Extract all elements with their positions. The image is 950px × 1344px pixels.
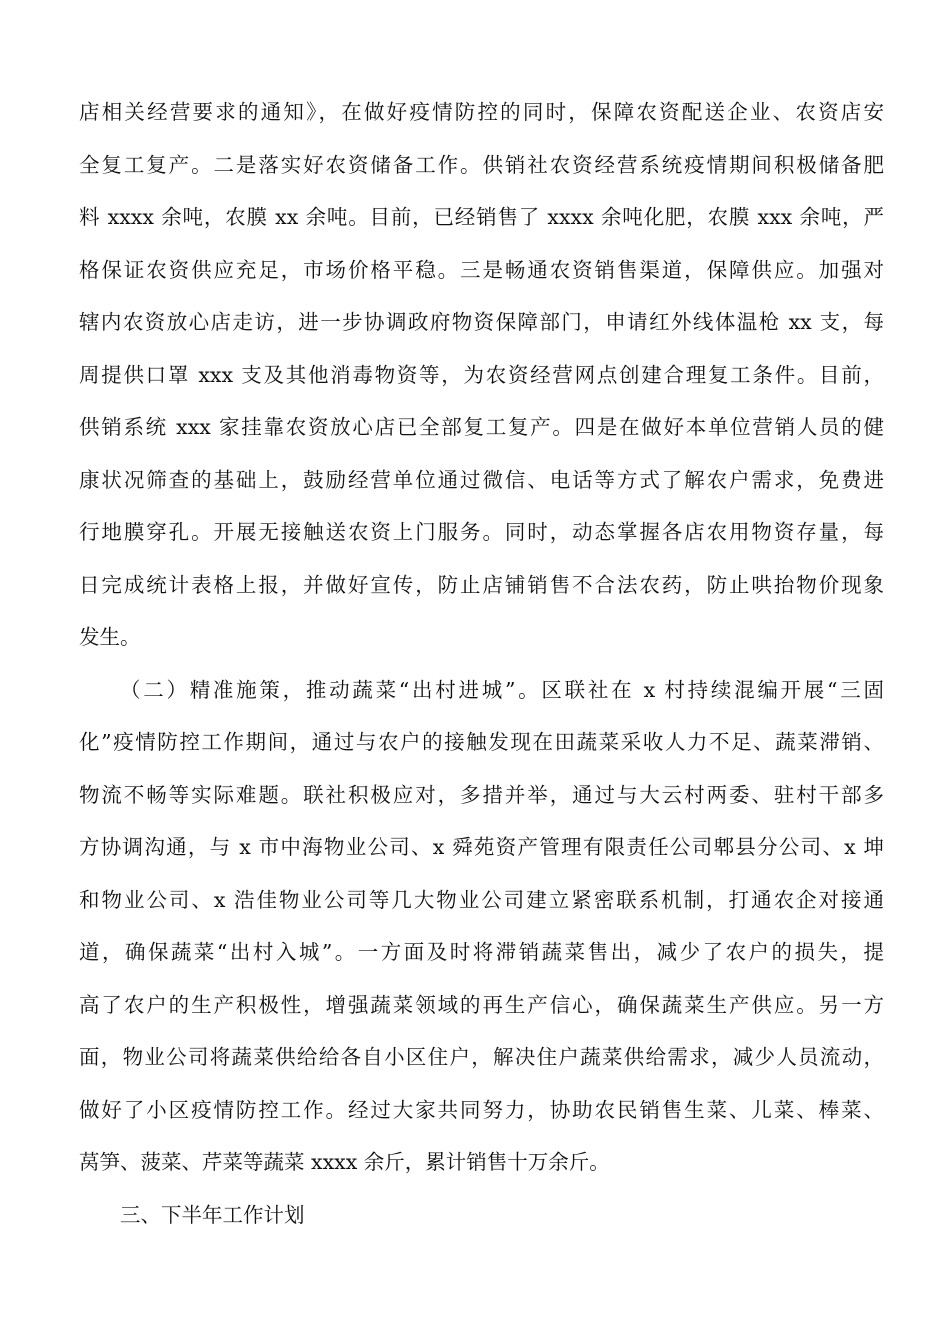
text-line: 康状况筛查的基础上，鼓励经营单位通过微信、电话等方式了解农户需求，免费进 bbox=[79, 467, 884, 492]
text-line: 面，物业公司将蔬菜供给给各自小区住户，解决住户蔬菜供给需求，减少人员流动， bbox=[79, 1045, 884, 1069]
section-heading-paragraph bbox=[79, 1189, 884, 1242]
text-line: 行地膜穿孔。开展无接触送农资上门服务。同时，动态掌握各店农用物资存量，每 bbox=[79, 520, 884, 544]
text-line: 物流不畅等实际难题。联社积极应对，多措并举，通过与大云村两委、驻村干部多 bbox=[79, 782, 884, 807]
paragraph-vegetables bbox=[79, 664, 884, 1189]
text-line: 化”疫情防控工作期间，通过与农户的接触发现在田蔬菜采收人力不足、蔬菜滞销、 bbox=[79, 730, 884, 754]
text-line: 道，确保蔬菜“出村入城”。一方面及时将滞销蔬菜售出，减少了农户的损失，提 bbox=[79, 940, 884, 964]
text-line: 莴笋、菠菜、芹菜等蔬菜 xxxx 余斤，累计销售十万余斤。 bbox=[79, 1150, 610, 1174]
text-line: 方协调沟通，与 x 市中海物业公司、x 舜苑资产管理有限责任公司郫县分公司、x 坤 bbox=[79, 835, 884, 859]
text-line: 日完成统计表格上报，并做好宣传，防止店铺销售不合法农药，防止哄抬物价现象 bbox=[79, 572, 884, 597]
text-line: 店相关经营要求的通知》，在做好疫情防控的同时，保障农资配送企业、农资店安 bbox=[79, 100, 884, 124]
text-line: 做好了小区疫情防控工作。经过大家共同努力，协助农民销售生菜、儿菜、棒菜、 bbox=[79, 1097, 884, 1122]
paragraph-agricultural-supplies bbox=[79, 86, 884, 664]
text-line: 全复工复产。二是落实好农资储备工作。供销社农资经营系统疫情期间积极储备肥 bbox=[79, 152, 884, 177]
text-line: 格保证农资供应充足，市场价格平稳。三是畅通农资销售渠道，保障供应。加强对 bbox=[79, 257, 884, 282]
document-body bbox=[79, 86, 884, 1241]
text-line: 周提供口罩 xxx 支及其他消毒物资等，为农资经营网点创建合理复工条件。目前， bbox=[79, 362, 884, 387]
text-line: 供销系统 xxx 家挂靠农资放心店已全部复工复产。四是在做好本单位营销人员的健 bbox=[79, 415, 884, 439]
section-heading: 三、下半年工作计划 bbox=[120, 1202, 305, 1227]
text-line: 辖内农资放心店走访，进一步协调政府物资保障部门，申请红外线体温枪 xx 支，每 bbox=[79, 310, 884, 334]
text-line: 高了农户的生产积极性，增强蔬菜领域的再生产信心，确保蔬菜生产供应。另一方 bbox=[79, 992, 884, 1017]
text-line: 发生。 bbox=[79, 625, 141, 649]
text-line: 和物业公司、x 浩佳物业公司等几大物业公司建立紧密联系机制，打通农企对接通 bbox=[79, 887, 884, 912]
text-line: （二）精准施策，推动蔬菜“出村进城”。区联社在 x 村持续混编开展“三固 bbox=[120, 677, 884, 702]
text-line: 料 xxxx 余吨，农膜 xx 余吨。目前，已经销售了 xxxx 余吨化肥，农膜 xxx 余吨，严 bbox=[79, 205, 884, 229]
